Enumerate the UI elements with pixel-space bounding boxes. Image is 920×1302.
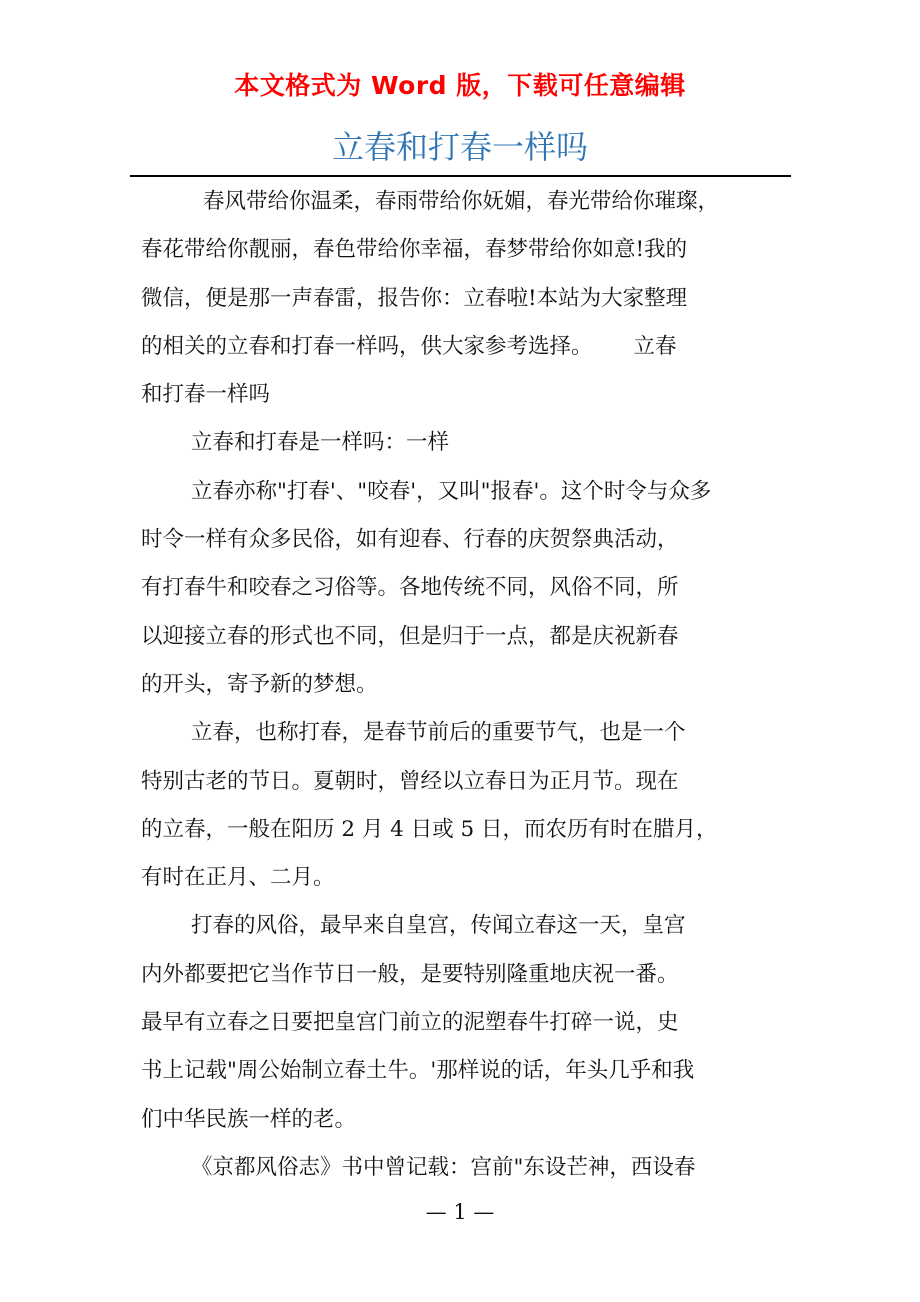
text-line: 《京都风俗志》书中曾记载：宫前"东设芒神，西设春 [191,1154,696,1180]
text-line: 春花带给你靓丽，春色带给你幸福，春梦带给你如意!我的 [141,237,688,263]
text-line: 打春的风俗，最早来自皇宫，传闻立春这一天，皇宫 [191,913,686,939]
paragraph [141,419,791,467]
text-line: 最早有立春之日要把皇宫门前立的泥塑春牛打碎一说，史 [141,1010,679,1036]
text-line: 们中华民族一样的老。 [141,1106,357,1132]
text-line: 的立春，一般在阳历 2 月 4 日或 5 日，而农历有时在腊月， [141,816,718,842]
text-line: 的开头，寄予新的梦想。 [141,671,378,697]
text-line: 微信，便是那一声春雷，报告你：立春啦!本站为大家整理 [141,285,688,311]
paragraph [141,1144,791,1192]
text-line: 春风带给你温柔，春雨带给你妩媚，春光带给你璀璨， [203,189,720,214]
text-line: 书上记载"周公始制立春土牛。'那样说的话，年头几乎和我 [141,1058,695,1084]
text-line: 内外都要把它当作节日一般，是要特别隆重地庆祝一番。 [141,961,679,987]
paragraph [141,468,791,709]
paragraph [141,902,791,1143]
page-number: — 1 — [425,1200,495,1224]
paragraph [141,709,791,902]
editable-format-banner: 本文格式为 Word 版，下载可任意编辑 [234,71,686,100]
text-line: 的相关的立春和打春一样吗，供大家参考选择。 立春 [141,333,677,359]
text-line: 和打春一样吗 [141,382,271,408]
text-line: 立春，也称打春，是春节前后的重要节气，也是一个 [191,720,686,746]
text-line: 有时在正月、二月。 [141,865,335,891]
document-title: 立春和打春一样吗 [331,128,588,166]
title-divider [130,175,791,177]
paragraph [141,178,791,419]
text-line: 立春亦称"打春'、"咬春'，又叫"报春'。这个时令与众多 [191,478,712,504]
text-line: 以迎接立春的形式也不同，但是归于一点，都是庆祝新春 [141,623,679,649]
text-line: 特别古老的节日。夏朝时，曾经以立春日为正月节。现在 [141,768,679,794]
text-line: 有打春牛和咬春之习俗等。各地传统不同，风俗不同，所 [141,575,679,601]
text-line: 时令一样有众多民俗，如有迎春、行春的庆贺祭典活动， [141,527,679,553]
text-line: 立春和打春是一样吗：一样 [191,430,450,456]
document-body [141,178,791,1192]
